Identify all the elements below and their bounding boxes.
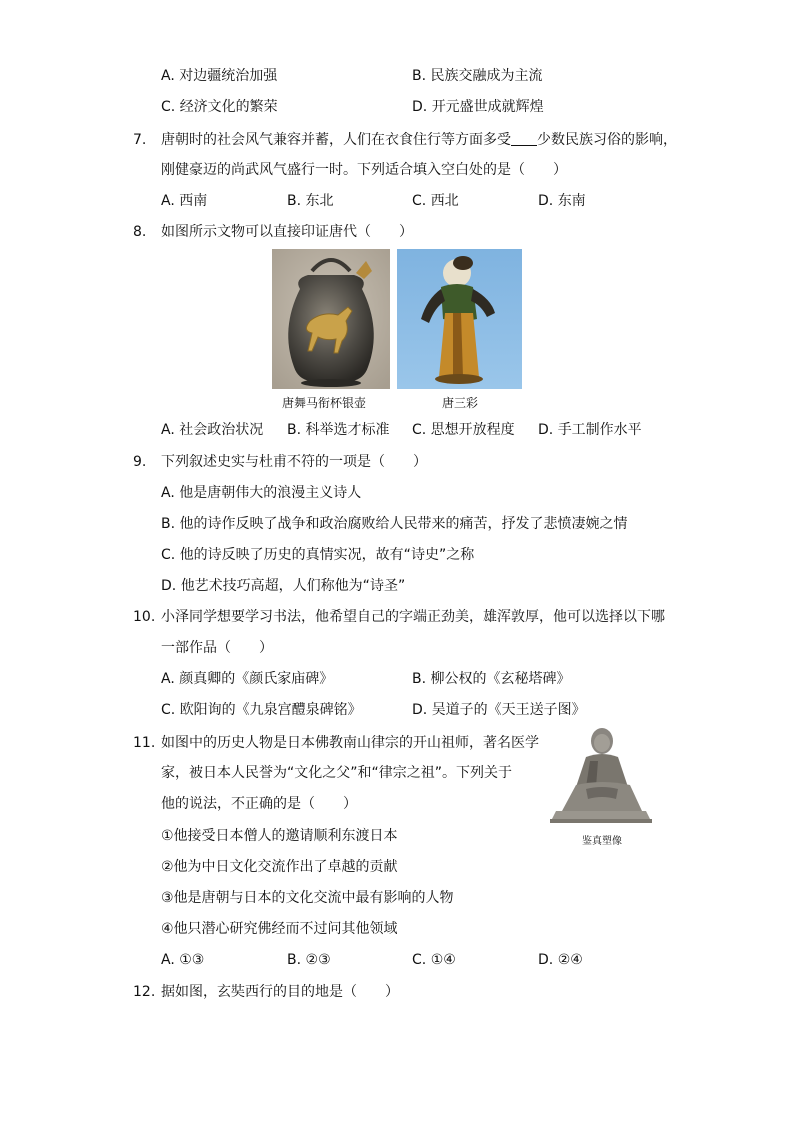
question-stem-line3: 他的说法，不正确的是（ ） <box>161 796 357 812</box>
option-d: D. 东南 <box>538 193 586 209</box>
question-stem-line2: 家，被日本人民誉为“文化之父”和“律宗之祖”。下列关于 <box>161 765 513 781</box>
question-stem: 如图所示文物可以直接印证唐代（ ） <box>161 224 413 240</box>
option-c: C. 经济文化的繁荣 <box>161 99 278 115</box>
question-number: 10. <box>133 609 156 625</box>
option-d: D. 手工制作水平 <box>538 422 642 438</box>
option-c: C. 欧阳询的《九泉宫醴泉碑铭》 <box>161 702 362 718</box>
statement-1: ①他接受日本僧人的邀请顺利东渡日本 <box>161 828 398 844</box>
option-a: A. 西南 <box>161 193 208 209</box>
option-a: A. 他是唐朝伟大的浪漫主义诗人 <box>161 485 362 501</box>
question-stem: 唐朝时的社会风气兼容并蓄，人们在衣食住行等方面多受 少数民族习俗的影响， <box>161 132 677 148</box>
question-stem: 据如图，玄奘西行的目的地是（ ） <box>161 984 399 1000</box>
question-number: 12. <box>133 984 156 1000</box>
question-number: 8. <box>133 224 147 240</box>
option-d: D. 吴道子的《天王送子图》 <box>412 702 586 718</box>
option-d: D. 他艺术技巧高超，人们称他为“诗圣” <box>161 578 406 594</box>
question-stem: 下列叙述史实与杜甫不符的一项是（ ） <box>161 454 427 470</box>
option-c: C. ①④ <box>412 952 456 968</box>
option-c: C. 他的诗反映了历史的真情实况，故有“诗史”之称 <box>161 547 475 563</box>
statement-2: ②他为中日文化交流作出了卓越的贡献 <box>161 859 398 875</box>
option-a: A. 颜真卿的《颜氏家庙碑》 <box>161 671 334 687</box>
tang-sancai-image <box>397 249 522 389</box>
statement-4: ④他只潜心研究佛经而不过问其他领域 <box>161 921 398 937</box>
silver-pot-image <box>272 249 390 389</box>
question-number: 9. <box>133 454 147 470</box>
option-b: B. ②③ <box>287 952 331 968</box>
option-d: D. 开元盛世成就辉煌 <box>412 99 544 115</box>
figure-caption: 唐三彩 <box>442 396 479 410</box>
option-b: B. 民族交融成为主流 <box>412 68 543 84</box>
question-stem-line2: 一部作品（ ） <box>161 640 273 656</box>
question-number: 11. <box>133 735 156 751</box>
option-b: B. 东北 <box>287 193 334 209</box>
statement-3: ③他是唐朝与日本的文化交流中最有影响的人物 <box>161 890 454 906</box>
question-number: 7. <box>133 132 147 148</box>
option-d: D. ②④ <box>538 952 583 968</box>
option-a: A. ①③ <box>161 952 205 968</box>
option-c: C. 思想开放程度 <box>412 422 515 438</box>
answer-blank <box>511 131 537 146</box>
figure-caption: 鉴真塑像 <box>582 836 622 847</box>
jianzhen-statue-image <box>546 725 656 831</box>
question-stem-line2: 刚健豪迈的尚武风气盛行一时。下列适合填入空白处的是（ ） <box>161 162 567 178</box>
option-a: A. 社会政治状况 <box>161 422 264 438</box>
question-stem: 小泽同学想要学习书法，他希望自己的字端正劲美，雄浑敦厚，他可以选择以下哪 <box>161 609 665 625</box>
question-stem: 如图中的历史人物是日本佛教南山律宗的开山祖师，著名医学 <box>161 735 539 751</box>
option-a: A. 对边疆统治加强 <box>161 68 278 84</box>
option-b: B. 柳公权的《玄秘塔碑》 <box>412 671 571 687</box>
option-c: C. 西北 <box>412 193 459 209</box>
figure-caption: 唐舞马衔杯银壶 <box>282 396 367 410</box>
option-b: B. 科举选才标准 <box>287 422 390 438</box>
option-b: B. 他的诗作反映了战争和政治腐败给人民带来的痛苦，抒发了悲愤凄婉之情 <box>161 516 628 532</box>
